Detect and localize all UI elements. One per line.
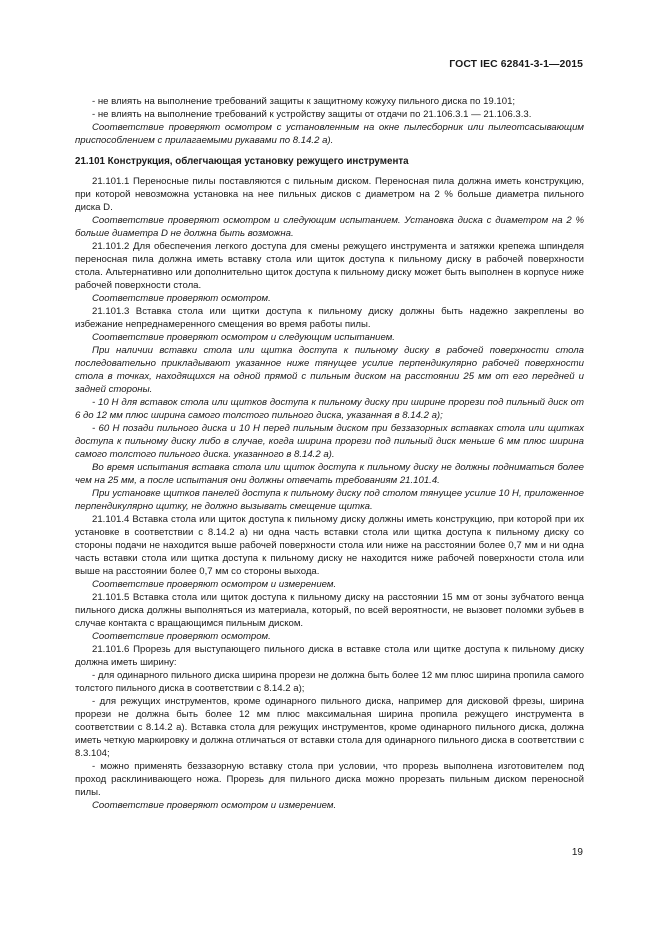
- section-heading: 21.101 Конструкция, облегчающая установку режущего инструмента: [75, 156, 409, 167]
- test-description: Во время испытания вставка стола или щиток доступа к пильному диску не должны подниматься более чем на 25 мм, а после испытания они должны отвечать требованиям 21.101.4.: [75, 462, 584, 486]
- intro-bullet: - не влиять на выполнение требований защиты к защитному кожуху пильного диска по 19.101;: [92, 96, 516, 107]
- page-number: 19: [571, 847, 583, 858]
- clause-paragraph: 21.101.6 Прорезь для выступающего пильного диска в вставке стола или щитке доступа к пильному диску должна иметь ширину:: [75, 644, 584, 668]
- document-body: [75, 95, 584, 812]
- requirement-bullet: - для режущих инструментов, кроме одинарного пильного диска, например для дисковой фрезы, ширина прорези не должна быть более 12 мм плюс максимальная ширина пропила режущего инструмента в соответствии с 8.14.2 а). Вставка стола для режущих инструментов, кроме одинарного пильного диска, должна иметь четкую маркировку и должна отличаться от вставки стола для одинарного пильного диска в соответствии с 8.3.104;: [75, 696, 584, 759]
- clause-paragraph: 21.101.5 Вставка стола или щиток доступа к пильному диску на расстоянии 15 мм от зоны зубчатого венца пильного диска должны выполняться из материала, который, по всей вероятности, не вызовет поломки зубьев в случае контакта с вращающимся пильным диском.: [75, 592, 584, 629]
- clause-paragraph: 21.101.3 Вставка стола или щитки доступа к пильному диску должны быть надежно закреплены во избежание непреднамеренного смещения во время работы пилы.: [75, 306, 584, 330]
- test-bullet: - 10 Н для вставок стола или щитков доступа к пильному диску при ширине прорези под пильный диск от 6 до 12 мм плюс ширина самого толстого пильного диска, указанная в 8.14.2 а);: [75, 397, 584, 421]
- requirement-bullet: - для одинарного пильного диска ширина прорези не должна быть более 12 мм плюс ширина пропила самого толстого пильного диска в соответствии с 8.14.2 а);: [75, 670, 584, 694]
- clause-paragraph: 21.101.1 Переносные пилы поставляются с пильным диском. Переносная пила должна иметь конструкцию, при которой невозможна установка на нее пильных дисков с диаметром на 2 % больше диаметра пильного диска D.: [75, 176, 584, 213]
- test-description: При установке щитков панелей доступа к пильному диску под столом тянущее усилие 10 Н, приложенное перпендикулярно щитку, не должно вызывать смещение щитка.: [75, 488, 584, 512]
- compliance-note: Соответствие проверяют осмотром и следующим испытанием.: [92, 332, 395, 343]
- test-bullet: - 60 Н позади пильного диска и 10 Н перед пильным диском при беззазорных вставках стола или щитках доступа к пильному диску либо в случае, когда ширина прорези под пильный диск меньше 6 мм плюс ширина самого толстого пильного диска. указанного в 8.14.2 а).: [75, 423, 584, 460]
- document-standard-id: ГОСТ IEC 62841-3-1—2015: [449, 59, 583, 70]
- compliance-note: Соответствие проверяют осмотром и измерением.: [92, 579, 337, 590]
- compliance-note: Соответствие проверяют осмотром и измерением.: [92, 800, 337, 811]
- compliance-note: Соответствие проверяют осмотром и следующим испытанием. Установка диска с диаметром на 2 % больше диаметра D не должна быть возможна.: [75, 215, 584, 239]
- intro-bullet: - не влиять на выполнение требований к устройству защиты от отдачи по 21.106.3.1 — 21.106.3.3.: [92, 109, 532, 120]
- compliance-note: Соответствие проверяют осмотром.: [92, 293, 271, 304]
- clause-paragraph: 21.101.2 Для обеспечения легкого доступа для смены режущего инструмента и затяжки крепежа шпинделя переносная пила должна иметь вставку стола или щиток доступа к пильному диску в рабочей поверхности стола. Альтернативно или дополнительно щиток доступа к пильному диску может быть выполнен в корпусе ниже рабочей поверхности стола.: [75, 241, 584, 291]
- test-description: При наличии вставки стола или щитка доступа к пильному диску в рабочей поверхности стола последовательно прикладывают указанное ниже тянущее усилие перпендикулярно рабочей поверхности стола в точках, находящихся на одной прямой с пильным диском на расстоянии 25 мм от его передней и задней стороны.: [75, 345, 584, 395]
- compliance-note: Соответствие проверяют осмотром.: [92, 631, 271, 642]
- clause-paragraph: 21.101.4 Вставка стола или щиток доступа к пильному диску должны иметь конструкцию, при которой при их установке в соответствии с 8.14.2 а) ни одна часть вставки стола или щитка доступа к пильному диску со стороны подачи не находится выше рабочей поверхности стола или ниже на расстоянии более 0,7 мм и ни одна часть вставки стола или щитка доступа к пильному диску не находится ниже рабочей поверхности стола или выше на расстоянии более 0,7 мм со стороны выхода.: [75, 514, 584, 577]
- requirement-bullet: - можно применять беззазорную вставку стола при условии, что прорезь выполнена изготовителем под проход расклинивающего ножа. Прорезь для пильного диска можно прорезать пильным диском переносной пилы.: [75, 761, 584, 798]
- compliance-note: Соответствие проверяют осмотром с установленным на окне пылесборник или пылеотсасывающим приспособлением с прилагаемыми рукавами по 8.14.2 а).: [75, 122, 584, 146]
